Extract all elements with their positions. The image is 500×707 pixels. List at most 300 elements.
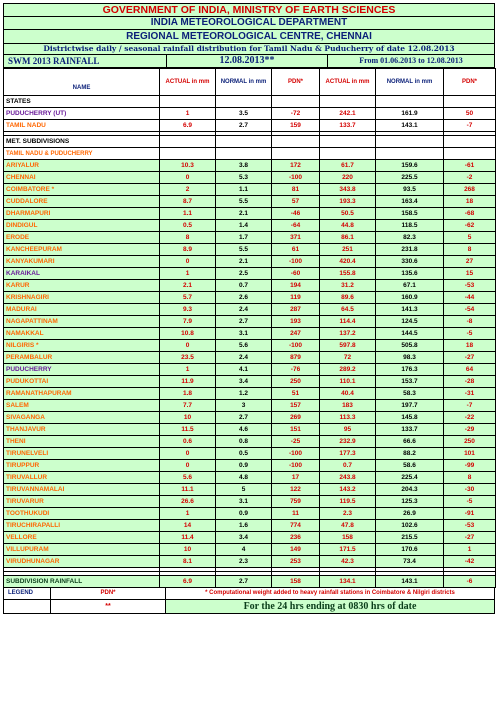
table-row xyxy=(4,108,496,120)
row-name: KANCHEEPURAM xyxy=(4,244,160,256)
row-value-nd: 4.1 xyxy=(216,364,272,376)
row-value-ps: 268 xyxy=(444,184,496,196)
row-name: PUDUCHERRY (UT) xyxy=(4,108,160,120)
row-name: COIMBATORE * xyxy=(4,184,160,196)
row-value-as: 113.3 xyxy=(320,412,376,424)
row-name: CUDDALORE xyxy=(4,196,160,208)
row-value-ad: 0.6 xyxy=(160,436,216,448)
row-value-nd: 2.3 xyxy=(216,556,272,568)
row-value-ps: -30 xyxy=(444,484,496,496)
row-name: DINDIGUL xyxy=(4,220,160,232)
row-value-pd: -25 xyxy=(272,436,320,448)
season-period: From 01.06.2013 to 12.08.2013 xyxy=(359,56,463,65)
row-name: TOOTHUKUDI xyxy=(4,508,160,520)
table-row xyxy=(4,244,496,256)
row-value-ps: -7 xyxy=(444,400,496,412)
row-name: NILGIRIS * xyxy=(4,340,160,352)
table-row xyxy=(4,544,496,556)
row-value-ns: 197.7 xyxy=(376,400,444,412)
col-pdn-daily: PDN* xyxy=(272,69,320,96)
row-value-as: 89.6 xyxy=(320,292,376,304)
row-value-ps: 250 xyxy=(444,436,496,448)
row-value-pd: 159 xyxy=(272,120,320,132)
table-row xyxy=(4,328,496,340)
row-value-ad: 10.8 xyxy=(160,328,216,340)
row-value-pd: 194 xyxy=(272,280,320,292)
row-value-ad: 11.1 xyxy=(160,484,216,496)
row-value-ad: 1 xyxy=(160,268,216,280)
table-row xyxy=(4,424,496,436)
row-name: TIRUVARUR xyxy=(4,496,160,508)
table-row xyxy=(4,208,496,220)
row-name: VIRUDHUNAGAR xyxy=(4,556,160,568)
row-value-nd: 0.8 xyxy=(216,436,272,448)
row-name: MADURAI xyxy=(4,304,160,316)
row-value-as: 44.8 xyxy=(320,220,376,232)
table-row xyxy=(4,376,496,388)
row-value-pd: 81 xyxy=(272,184,320,196)
row-value-ns: 143.1 xyxy=(376,576,444,588)
legend-hours: For the 24 hrs ending at 0830 hrs of date xyxy=(166,600,494,613)
row-value-nd: 2.6 xyxy=(216,292,272,304)
row-value-ad: 0.5 xyxy=(160,220,216,232)
row-value-ad: 7.7 xyxy=(160,400,216,412)
states-heading: STATES xyxy=(4,96,160,108)
row-value-as: 343.8 xyxy=(320,184,376,196)
row-value-ps: -5 xyxy=(444,328,496,340)
row-value-as: 220 xyxy=(320,172,376,184)
row-value-ad: 11.4 xyxy=(160,532,216,544)
table-row xyxy=(4,292,496,304)
row-value-ns: 505.8 xyxy=(376,340,444,352)
row-value-pd: 759 xyxy=(272,496,320,508)
row-name: TIRUPPUR xyxy=(4,460,160,472)
row-value-ns: 141.3 xyxy=(376,304,444,316)
row-name: VILLUPURAM xyxy=(4,544,160,556)
row-value-ad: 11.5 xyxy=(160,424,216,436)
row-value-as: 40.4 xyxy=(320,388,376,400)
row-value-ns: 158.5 xyxy=(376,208,444,220)
row-value-ad: 0 xyxy=(160,448,216,460)
row-value-ps: 27 xyxy=(444,256,496,268)
row-value-ps: -53 xyxy=(444,280,496,292)
row-value-as: 61.7 xyxy=(320,160,376,172)
row-name: TIRUVALLUR xyxy=(4,472,160,484)
met-subdivisions-row-label: MET. SUBDIVISIONS xyxy=(4,136,160,148)
row-value-nd: 5.5 xyxy=(216,244,272,256)
rainfall-report xyxy=(3,3,495,614)
table-row xyxy=(4,400,496,412)
row-value-ns: 133.7 xyxy=(376,424,444,436)
row-value-ns: 215.5 xyxy=(376,532,444,544)
row-value-as: 114.4 xyxy=(320,316,376,328)
table-row xyxy=(4,316,496,328)
row-value-ns: 118.5 xyxy=(376,220,444,232)
row-name: KARUR xyxy=(4,280,160,292)
row-value-pd: 11 xyxy=(272,508,320,520)
row-value-ad: 26.6 xyxy=(160,496,216,508)
legend-stars: ** xyxy=(51,600,166,613)
row-value-pd: -100 xyxy=(272,340,320,352)
states-section-row xyxy=(4,96,496,108)
row-value-ns: 58.3 xyxy=(376,388,444,400)
row-value-as: 597.8 xyxy=(320,340,376,352)
row-value-ps: -27 xyxy=(444,352,496,364)
row-value-ns: 66.6 xyxy=(376,436,444,448)
row-value-nd: 4.6 xyxy=(216,424,272,436)
row-value-ad: 5.6 xyxy=(160,472,216,484)
row-value-as: 86.1 xyxy=(320,232,376,244)
row-value-nd: 1.7 xyxy=(216,232,272,244)
table-row xyxy=(4,232,496,244)
table-row xyxy=(4,256,496,268)
table-row xyxy=(4,448,496,460)
rainfall-table xyxy=(3,68,496,588)
row-value-ns: 163.4 xyxy=(376,196,444,208)
row-value-as: 72 xyxy=(320,352,376,364)
row-value-as: 289.2 xyxy=(320,364,376,376)
row-value-ns: 124.5 xyxy=(376,316,444,328)
row-value-ad: 0 xyxy=(160,460,216,472)
row-value-ad: 0 xyxy=(160,256,216,268)
row-value-ad: 8.1 xyxy=(160,556,216,568)
row-value-nd: 2.4 xyxy=(216,352,272,364)
row-value-as: 155.8 xyxy=(320,268,376,280)
row-name: THENI xyxy=(4,436,160,448)
table-row xyxy=(4,120,496,132)
row-value-pd: 119 xyxy=(272,292,320,304)
row-value-ps: 50 xyxy=(444,108,496,120)
department-title: INDIA METEOROLOGICAL DEPARTMENT xyxy=(3,17,495,30)
row-name: SALEM xyxy=(4,400,160,412)
row-value-ps: 18 xyxy=(444,196,496,208)
row-value-ad: 1 xyxy=(160,364,216,376)
row-value-as: 133.7 xyxy=(320,120,376,132)
row-value-ns: 159.6 xyxy=(376,160,444,172)
row-value-ps: 101 xyxy=(444,448,496,460)
row-name: TIRUNELVELI xyxy=(4,448,160,460)
row-value-pd: 151 xyxy=(272,424,320,436)
row-value-ns: 330.6 xyxy=(376,256,444,268)
table-row xyxy=(4,352,496,364)
table-row xyxy=(4,220,496,232)
row-value-ps: -8 xyxy=(444,316,496,328)
row-value-ns: 93.5 xyxy=(376,184,444,196)
row-value-as: 134.1 xyxy=(320,576,376,588)
row-value-nd: 1.4 xyxy=(216,220,272,232)
row-value-pd: 247 xyxy=(272,328,320,340)
column-header-row xyxy=(4,69,496,96)
table-row xyxy=(4,520,496,532)
row-value-ns: 98.3 xyxy=(376,352,444,364)
row-value-pd: -76 xyxy=(272,364,320,376)
col-normal-daily: NORMAL in mm xyxy=(216,69,272,96)
row-value-ps: 1 xyxy=(444,544,496,556)
row-value-ps: -62 xyxy=(444,220,496,232)
row-name: VELLORE xyxy=(4,532,160,544)
row-value-ns: 58.6 xyxy=(376,460,444,472)
row-value-as: 243.8 xyxy=(320,472,376,484)
row-value-ps: 64 xyxy=(444,364,496,376)
row-value-ns: 160.9 xyxy=(376,292,444,304)
table-row xyxy=(4,496,496,508)
row-value-nd: 3.1 xyxy=(216,328,272,340)
legend-bar xyxy=(3,588,495,600)
row-value-pd: 61 xyxy=(272,244,320,256)
row-value-ps: -42 xyxy=(444,556,496,568)
row-value-ns: 67.1 xyxy=(376,280,444,292)
report-date: 12.08.2013** xyxy=(167,55,328,67)
row-value-as: 47.8 xyxy=(320,520,376,532)
row-value-ps: 5 xyxy=(444,232,496,244)
row-value-as: 119.5 xyxy=(320,496,376,508)
row-value-pd: 193 xyxy=(272,316,320,328)
row-value-pd: 250 xyxy=(272,376,320,388)
row-value-nd: 2.1 xyxy=(216,256,272,268)
row-value-as: 31.2 xyxy=(320,280,376,292)
row-value-ps: 18 xyxy=(444,340,496,352)
row-value-pd: 287 xyxy=(272,304,320,316)
table-row xyxy=(4,532,496,544)
row-value-ps: -28 xyxy=(444,376,496,388)
row-value-ad: 7.9 xyxy=(160,316,216,328)
row-value-ns: 102.6 xyxy=(376,520,444,532)
row-value-pd: -46 xyxy=(272,208,320,220)
row-value-ad: 10 xyxy=(160,544,216,556)
row-value-ps: -53 xyxy=(444,520,496,532)
row-name: KARAIKAL xyxy=(4,268,160,280)
row-name: ERODE xyxy=(4,232,160,244)
row-value-as: 171.5 xyxy=(320,544,376,556)
row-value-pd: 149 xyxy=(272,544,320,556)
row-value-ns: 82.3 xyxy=(376,232,444,244)
row-name: SIVAGANGA xyxy=(4,412,160,424)
row-value-ad: 0 xyxy=(160,340,216,352)
row-value-as: 177.3 xyxy=(320,448,376,460)
ministry-title: GOVERNMENT OF INDIA, MINISTRY OF EARTH SCIENCES xyxy=(3,3,495,17)
table-row xyxy=(4,472,496,484)
row-value-nd: 4 xyxy=(216,544,272,556)
row-value-as: 183 xyxy=(320,400,376,412)
row-value-pd: 17 xyxy=(272,472,320,484)
row-name: KANYAKUMARI xyxy=(4,256,160,268)
row-name: PUDUCHERRY xyxy=(4,364,160,376)
row-name: RAMANATHAPURAM xyxy=(4,388,160,400)
row-value-ns: 176.3 xyxy=(376,364,444,376)
row-value-ns: 170.6 xyxy=(376,544,444,556)
row-value-pd: -60 xyxy=(272,268,320,280)
table-row xyxy=(4,172,496,184)
row-value-ad: 9.3 xyxy=(160,304,216,316)
table-row xyxy=(4,340,496,352)
row-value-ps: 8 xyxy=(444,244,496,256)
row-name: PUDUKOTTAI xyxy=(4,376,160,388)
row-value-ns: 125.3 xyxy=(376,496,444,508)
subdivision-name-row-label: TAMIL NADU & PUDUCHERRY xyxy=(4,148,160,160)
row-name: ARIYALUR xyxy=(4,160,160,172)
row-value-ps: -27 xyxy=(444,532,496,544)
table-row xyxy=(4,304,496,316)
row-value-pd: 774 xyxy=(272,520,320,532)
row-value-ns: 73.4 xyxy=(376,556,444,568)
row-value-nd: 3.4 xyxy=(216,532,272,544)
row-value-pd: -100 xyxy=(272,460,320,472)
row-value-nd: 2.7 xyxy=(216,120,272,132)
row-value-as: 64.5 xyxy=(320,304,376,316)
row-value-as: 0.7 xyxy=(320,460,376,472)
table-row xyxy=(4,436,496,448)
row-name: NAGAPATTINAM xyxy=(4,316,160,328)
col-pdn-season: PDN* xyxy=(444,69,496,96)
table-row xyxy=(4,556,496,568)
row-value-as: 50.5 xyxy=(320,208,376,220)
row-value-pd: 158 xyxy=(272,576,320,588)
row-value-ad: 5.7 xyxy=(160,292,216,304)
row-value-as: 251 xyxy=(320,244,376,256)
table-row xyxy=(4,196,496,208)
row-value-ad: 1.1 xyxy=(160,208,216,220)
row-value-ad: 6.9 xyxy=(160,576,216,588)
table-row xyxy=(4,364,496,376)
legend-pdn: PDN* xyxy=(51,588,166,599)
row-value-as: 232.9 xyxy=(320,436,376,448)
row-value-pd: -64 xyxy=(272,220,320,232)
row-name: THANJAVUR xyxy=(4,424,160,436)
row-name: NAMAKKAL xyxy=(4,328,160,340)
row-value-ps: -2 xyxy=(444,172,496,184)
row-value-ad: 10.3 xyxy=(160,160,216,172)
row-value-ad: 8.9 xyxy=(160,244,216,256)
row-value-ps: -29 xyxy=(444,424,496,436)
centre-title: REGIONAL METEOROLOGICAL CENTRE, CHENNAI xyxy=(3,30,495,44)
row-value-ns: 204.3 xyxy=(376,484,444,496)
row-value-nd: 2.7 xyxy=(216,412,272,424)
row-value-pd: 57 xyxy=(272,196,320,208)
row-value-as: 95 xyxy=(320,424,376,436)
row-value-nd: 3.8 xyxy=(216,160,272,172)
row-value-ad: 6.9 xyxy=(160,120,216,132)
table-row xyxy=(4,412,496,424)
subdivision-total-row xyxy=(4,576,496,588)
row-value-ps: 8 xyxy=(444,472,496,484)
row-value-ad: 8.7 xyxy=(160,196,216,208)
row-value-pd: -72 xyxy=(272,108,320,120)
row-value-as: 2.3 xyxy=(320,508,376,520)
row-value-nd: 5.6 xyxy=(216,340,272,352)
row-value-ad: 1 xyxy=(160,508,216,520)
row-value-ps: -7 xyxy=(444,120,496,132)
row-value-nd: 2.5 xyxy=(216,268,272,280)
row-value-as: 420.4 xyxy=(320,256,376,268)
row-value-ad: 1.8 xyxy=(160,388,216,400)
row-value-ns: 144.5 xyxy=(376,328,444,340)
table-row xyxy=(4,484,496,496)
col-actual-season: ACTUAL in mm xyxy=(320,69,376,96)
row-value-ns: 153.7 xyxy=(376,376,444,388)
legend-bar-2 xyxy=(3,600,495,614)
row-value-pd: 236 xyxy=(272,532,320,544)
row-value-ps: -61 xyxy=(444,160,496,172)
row-value-ns: 161.9 xyxy=(376,108,444,120)
table-row xyxy=(4,184,496,196)
row-value-ps: -6 xyxy=(444,576,496,588)
row-value-ad: 10 xyxy=(160,412,216,424)
row-value-ps: -31 xyxy=(444,388,496,400)
row-value-ad: 8 xyxy=(160,232,216,244)
met-subdivisions-row xyxy=(4,136,496,148)
row-value-as: 242.1 xyxy=(320,108,376,120)
row-value-ps: -44 xyxy=(444,292,496,304)
row-value-nd: 0.7 xyxy=(216,280,272,292)
row-value-pd: -100 xyxy=(272,256,320,268)
row-value-ad: 11.9 xyxy=(160,376,216,388)
row-name: DHARMAPURI xyxy=(4,208,160,220)
row-value-nd: 2.7 xyxy=(216,576,272,588)
col-actual-daily: ACTUAL in mm xyxy=(160,69,216,96)
row-value-ad: 0 xyxy=(160,172,216,184)
table-row xyxy=(4,160,496,172)
table-row xyxy=(4,508,496,520)
row-value-pd: -100 xyxy=(272,172,320,184)
row-value-nd: 5.3 xyxy=(216,172,272,184)
row-value-ad: 2 xyxy=(160,184,216,196)
row-value-nd: 4.8 xyxy=(216,472,272,484)
subdivision-name-row xyxy=(4,148,496,160)
row-value-pd: 269 xyxy=(272,412,320,424)
row-name: KRISHNAGIRI xyxy=(4,292,160,304)
row-value-pd: 157 xyxy=(272,400,320,412)
row-value-ps: -54 xyxy=(444,304,496,316)
row-value-pd: -100 xyxy=(272,448,320,460)
row-value-pd: 172 xyxy=(272,160,320,172)
row-value-pd: 51 xyxy=(272,388,320,400)
row-value-ad: 14 xyxy=(160,520,216,532)
table-row xyxy=(4,268,496,280)
row-value-nd: 5.5 xyxy=(216,196,272,208)
row-value-nd: 0.9 xyxy=(216,460,272,472)
row-value-as: 158 xyxy=(320,532,376,544)
row-value-nd: 2.7 xyxy=(216,316,272,328)
period-bar xyxy=(3,55,495,68)
row-value-nd: 3.5 xyxy=(216,108,272,120)
row-value-pd: 371 xyxy=(272,232,320,244)
row-value-nd: 0.5 xyxy=(216,448,272,460)
table-row xyxy=(4,388,496,400)
row-value-ad: 1 xyxy=(160,108,216,120)
row-value-ns: 231.8 xyxy=(376,244,444,256)
row-value-as: 137.2 xyxy=(320,328,376,340)
row-name: SUBDIVISION RAINFALL xyxy=(4,576,160,588)
legend-note: * Computational weight added to heavy rainfall stations in Coimbatore & Nilgiri districts xyxy=(205,590,455,596)
row-value-nd: 1.1 xyxy=(216,184,272,196)
row-value-nd: 3.1 xyxy=(216,496,272,508)
row-value-ns: 145.8 xyxy=(376,412,444,424)
row-value-ps: -68 xyxy=(444,208,496,220)
row-value-as: 193.3 xyxy=(320,196,376,208)
row-value-nd: 1.6 xyxy=(216,520,272,532)
row-value-as: 143.2 xyxy=(320,484,376,496)
row-name: TIRUVANNAMALAI xyxy=(4,484,160,496)
row-value-ps: -99 xyxy=(444,460,496,472)
row-value-ps: -22 xyxy=(444,412,496,424)
table-row xyxy=(4,460,496,472)
row-name: TAMIL NADU xyxy=(4,120,160,132)
col-name: NAME xyxy=(4,69,160,96)
col-normal-season: NORMAL in mm xyxy=(376,69,444,96)
season-label: SWM 2013 RAINFALL xyxy=(4,55,167,67)
row-value-ad: 23.5 xyxy=(160,352,216,364)
row-value-nd: 1.2 xyxy=(216,388,272,400)
